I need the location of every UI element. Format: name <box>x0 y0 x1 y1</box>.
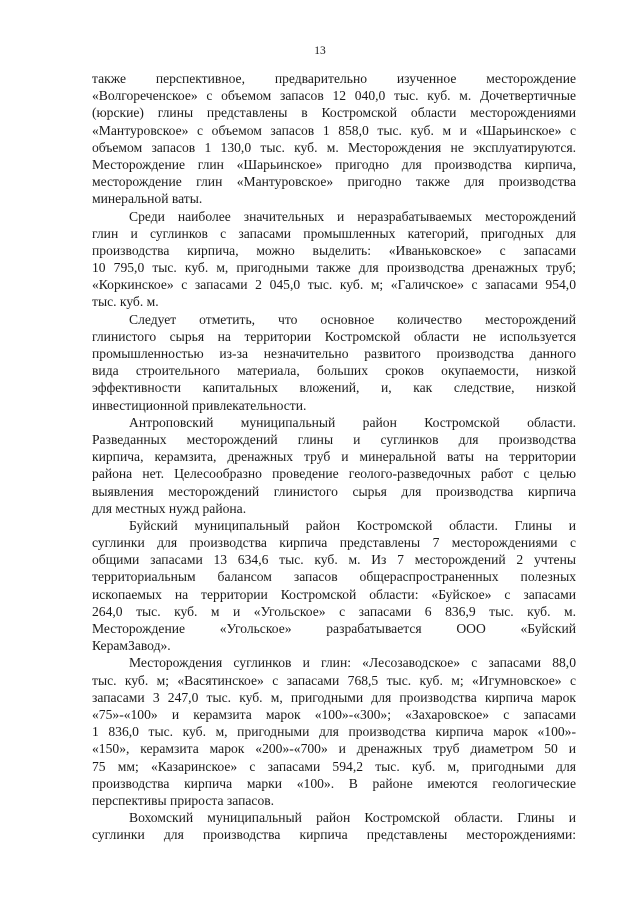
text-line: Разведанных месторождений глины и суглинков для производства <box>92 431 576 447</box>
text-line: суглинки для производства кирпича представлены месторождениями: <box>92 827 576 843</box>
text-line: Среди наиболее значительных и неразрабатываемых месторождений <box>129 208 576 224</box>
text-line: запасами 3 247,0 тыс. куб. м, пригодными для производства кирпича марок <box>92 689 576 705</box>
text-line: вида строительного материала, больших сроков окупаемости, низкой <box>92 363 576 379</box>
text-line: «Мантуровское» с объемом запасов 1 858,0 тыс. куб. м и «Шарьинское» с <box>92 122 576 138</box>
text-line: месторождение глин «Мантуровское» пригодно также для производства <box>92 174 576 190</box>
text-line: тыс. куб. м; «Васятинское» с запасами 768,5 тыс. куб. м; «Игумновское» с <box>92 672 576 688</box>
text-line: 264,0 тыс. куб. м и «Угольское» с запасами 6 836,9 тыс. куб. м. <box>92 603 576 619</box>
text-line: Буйский муниципальный район Костромской области. Глины и <box>129 517 576 533</box>
text-line: суглинки для производства кирпича представлены 7 месторождениями с <box>92 535 576 551</box>
text-line: КерамЗавод». <box>92 638 171 654</box>
text-line: «Волгореченское» с объемом запасов 12 040,0 тыс. куб. м. Дочетвертичные <box>92 88 576 104</box>
text-line: минеральной ваты. <box>92 191 203 207</box>
text-line: 10 795,0 тыс. куб. м, пригодными также для производства дренажных труб; <box>92 260 576 276</box>
text-line: Месторождения суглинков и глин: «Лесозаводское» с запасами 88,0 <box>129 655 576 671</box>
text-line: 1 836,0 тыс. куб. м, пригодными для производства кирпича марок «100»- <box>92 724 576 740</box>
paragraph <box>92 311 576 414</box>
paragraph <box>92 70 576 208</box>
text-line: производства кирпича, можно выделить: «Иваньковское» с запасами <box>92 242 576 258</box>
text-line: 75 мм; «Казаринское» с запасами 594,2 тыс. куб. м, пригодными для <box>92 758 576 774</box>
text-line: тыс. куб. м. <box>92 294 159 310</box>
text-line: глинистого сырья на территории Костромской области не используется <box>92 328 576 344</box>
text-line: района нет. Целесообразно проведение геолого-разведочных работ с целью <box>92 466 576 482</box>
text-line: территориальным балансом запасов общераспространенных полезных <box>92 569 576 585</box>
text-line: перспективы прироста запасов. <box>92 792 275 808</box>
page-number: 13 <box>314 45 326 57</box>
text-line: Следует отметить, что основное количество месторождений <box>129 311 576 327</box>
text-line: ископаемых на территории Костромской области: «Буйское» с запасами <box>92 586 576 602</box>
text-line: общими запасами 13 634,6 тыс. куб. м. Из 7 месторождений 2 учтены <box>92 552 576 568</box>
text-line: Вохомский муниципальный район Костромской области. Глины и <box>129 810 576 826</box>
text-line: «Коркинское» с запасами 2 045,0 тыс. куб. м; «Галичское» с запасами 954,0 <box>92 277 576 293</box>
paragraph <box>92 414 576 517</box>
body-text <box>92 70 576 843</box>
text-line: «75»-«100» и керамзита марок «100»-«300»; «Захаровское» с запасами <box>92 706 576 722</box>
text-line: эффективности капитальных вложений, и, как следствие, низкой <box>92 380 576 396</box>
text-line: кирпича, керамзита, дренажных труб и минеральной ваты на территории <box>92 449 576 465</box>
text-line: «150», керамзита марок «200»-«700» и дренажных труб диаметром 50 и <box>92 741 576 757</box>
text-line: производства кирпича марки «100». В районе имеются геологические <box>92 775 576 791</box>
paragraph <box>92 654 576 809</box>
text-line: глин и суглинков с запасами промышленных категорий, пригодных для <box>92 225 576 241</box>
text-line: Месторождение «Угольское» разрабатывается ООО «Буйский <box>92 621 576 636</box>
paragraph <box>92 208 576 311</box>
text-line: инвестиционной привлекательности. <box>92 397 307 413</box>
text-line: промышленностью из-за незначительно развитого производства данного <box>92 346 576 361</box>
text-line: объемом запасов 1 130,0 тыс. куб. м. Месторождения не эксплуатируются. <box>92 139 576 155</box>
text-line: для местных нужд района. <box>92 500 247 516</box>
text-line: Антроповский муниципальный район Костромской области. <box>129 414 576 430</box>
text-line: выявления месторождений глинистого сырья для производства кирпича <box>92 483 576 499</box>
paragraph <box>92 809 576 843</box>
paragraph <box>92 517 576 655</box>
text-line: (юрские) глины представлены в Костромской области месторождениями <box>92 105 576 121</box>
text-line: Месторождение глин «Шарьинское» пригодно для производства кирпича, <box>92 156 576 172</box>
text-line: также перспективное, предварительно изученное месторождение <box>92 71 576 86</box>
